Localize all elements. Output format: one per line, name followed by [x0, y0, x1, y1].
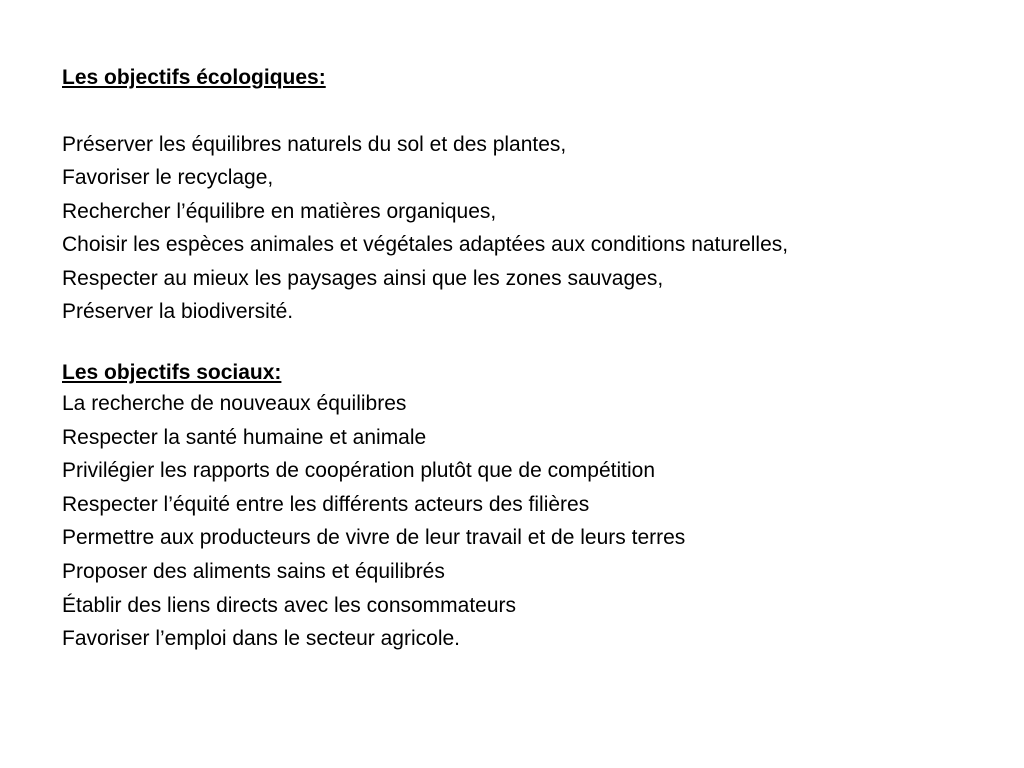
section-title-social: Les objectifs sociaux: [62, 360, 282, 384]
list-item: Choisir les espèces animales et végétales adaptées aux conditions naturelles, [62, 233, 789, 257]
social-objectives-list [62, 391, 962, 652]
list-item: Respecter la santé humaine et animale [62, 425, 427, 449]
list-item: Établir des liens directs avec les consommateurs [62, 593, 517, 617]
list-item: Respecter l’équité entre les différents acteurs des filières [62, 492, 590, 516]
list-item: Préserver la biodiversité. [62, 299, 294, 323]
list-item: Préserver les équilibres naturels du sol et des plantes, [62, 133, 567, 156]
slide-content [62, 64, 962, 660]
list-item: Permettre aux producteurs de vivre de leur travail et de leurs terres [62, 526, 686, 550]
section-title-ecological: Les objectifs écologiques: [62, 66, 326, 89]
list-item: Rechercher l’équilibre en matières organiques, [62, 199, 497, 223]
list-item: Favoriser l’emploi dans le secteur agricole. [62, 627, 461, 651]
list-item: Respecter au mieux les paysages ainsi que les zones sauvages, [62, 266, 664, 290]
list-item: Favoriser le recyclage, [62, 166, 274, 190]
list-item: La recherche de nouveaux équilibres [62, 391, 407, 415]
list-item: Proposer des aliments sains et équilibrés [62, 559, 445, 583]
ecological-objectives-list [62, 132, 962, 325]
list-item: Privilégier les rapports de coopération plutôt que de compétition [62, 459, 656, 483]
